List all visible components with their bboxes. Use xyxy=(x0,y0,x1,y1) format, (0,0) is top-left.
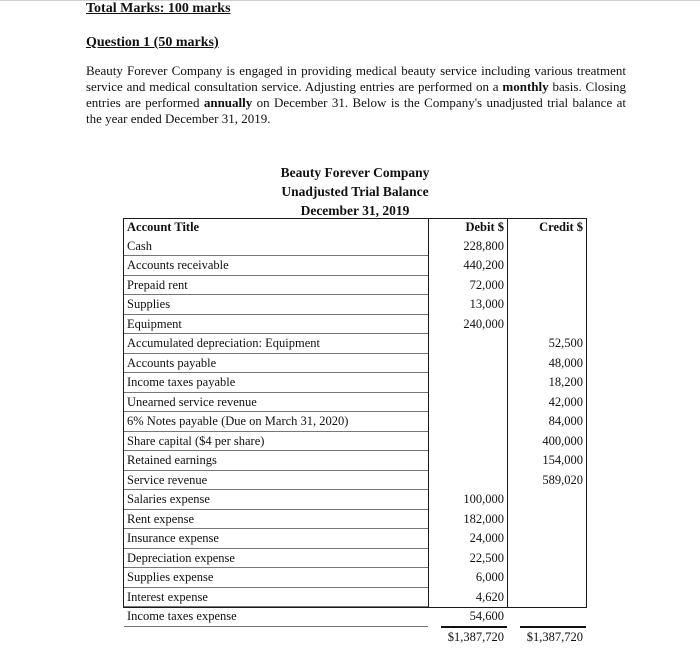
debit-cell: 72,000 xyxy=(469,277,504,292)
table-row xyxy=(124,334,586,354)
intro-text-3: on December 31. Below is the Company's unadjusted trial balance at the year ended December 31, 2019. xyxy=(86,95,626,126)
account-cell: Supplies xyxy=(124,295,428,315)
account-cell: Accounts receivable xyxy=(124,256,428,276)
debit-cell: 24,000 xyxy=(469,531,504,545)
company-name: Beauty Forever Company xyxy=(280,165,430,180)
credit-cell: 18,200 xyxy=(548,375,583,389)
credit-cell xyxy=(507,568,586,588)
debit-cell: 22,500 xyxy=(469,550,504,565)
credit-cell xyxy=(507,256,586,276)
debit-cell xyxy=(428,373,507,393)
account-cell: Cash xyxy=(124,237,428,256)
account-cell: Accumulated depreciation: Equipment xyxy=(124,334,428,354)
account-cell: Unearned service revenue xyxy=(124,392,428,412)
table-row xyxy=(124,607,586,627)
debit-cell: 4,620 xyxy=(475,589,504,604)
table-row xyxy=(124,529,586,549)
intro-paragraph xyxy=(86,63,626,127)
credit-cell: 42,000 xyxy=(548,394,583,409)
account-cell: Depreciation expense xyxy=(124,548,428,568)
column-header-account: Account Title xyxy=(127,220,200,234)
debit-cell: 240,000 xyxy=(463,316,504,331)
trial-balance-header xyxy=(250,163,460,220)
totals-label-cell xyxy=(124,626,428,647)
credit-cell xyxy=(507,237,586,256)
totals-row xyxy=(124,626,586,647)
table-row xyxy=(124,314,586,334)
table-header-row xyxy=(124,218,586,237)
account-cell: Interest expense xyxy=(124,587,428,607)
account-cell: Service revenue xyxy=(124,470,428,490)
intro-text-1: Beauty Forever Company is engaged in providing medical beauty service including various treatment service and medical consultation service. Adjusting entries are performed on a xyxy=(86,63,626,94)
debit-cell: 6,000 xyxy=(475,570,504,584)
account-cell: Income taxes expense xyxy=(124,607,428,627)
account-cell: Supplies expense xyxy=(124,568,428,588)
debit-cell xyxy=(428,412,507,432)
debit-cell: 13,000 xyxy=(469,297,504,311)
debit-cell xyxy=(428,334,507,354)
credit-cell xyxy=(507,490,586,510)
question-heading: Question 1 (50 marks) xyxy=(86,35,219,50)
account-cell: Share capital ($4 per share) xyxy=(124,431,428,451)
debit-cell xyxy=(428,451,507,471)
total-marks-heading: Total Marks: 100 marks xyxy=(86,1,231,16)
account-cell: Accounts payable xyxy=(124,353,428,373)
account-cell: Income taxes payable xyxy=(124,373,428,393)
credit-cell: 154,000 xyxy=(542,453,583,467)
table-row xyxy=(124,568,586,588)
credit-cell xyxy=(507,529,586,549)
credit-cell: 400,000 xyxy=(542,433,583,448)
table-row xyxy=(124,275,586,295)
table-row xyxy=(124,373,586,393)
table-row xyxy=(124,392,586,412)
table-row xyxy=(124,509,586,529)
table-row xyxy=(124,295,586,315)
table-row xyxy=(124,451,586,471)
trial-balance-rows xyxy=(124,237,586,647)
debit-cell: 440,200 xyxy=(463,258,504,272)
intro-emphasis-annually: annually xyxy=(203,95,253,110)
table-row xyxy=(124,256,586,276)
table-row xyxy=(124,431,586,451)
credit-cell xyxy=(507,295,586,315)
account-cell: Rent expense xyxy=(124,509,428,529)
credit-cell xyxy=(507,607,586,627)
account-cell: Salaries expense xyxy=(124,490,428,510)
total-credit: $1,387,720 xyxy=(526,630,583,644)
credit-cell xyxy=(507,509,586,529)
trial-balance-table xyxy=(124,218,586,647)
total-debit: $1,387,720 xyxy=(447,630,504,644)
credit-cell xyxy=(507,275,586,295)
account-cell: 6% Notes payable (Due on March 31, 2020) xyxy=(124,412,428,432)
debit-cell xyxy=(428,392,507,412)
credit-cell: 84,000 xyxy=(548,414,583,428)
debit-cell: 182,000 xyxy=(463,511,504,526)
account-cell: Insurance expense xyxy=(124,529,428,549)
credit-cell: 48,000 xyxy=(548,355,583,370)
credit-cell xyxy=(507,314,586,334)
debit-cell xyxy=(428,470,507,490)
intro-emphasis-monthly: monthly xyxy=(502,79,549,94)
table-row xyxy=(124,587,586,607)
intro-text-2: basis. Closing entries are performed xyxy=(86,79,626,110)
table-row xyxy=(124,490,586,510)
credit-total-double-underline xyxy=(520,626,586,628)
debit-cell: 54,600 xyxy=(469,609,504,623)
debit-cell: 100,000 xyxy=(463,492,504,506)
credit-cell xyxy=(507,548,586,568)
table-row xyxy=(124,470,586,490)
credit-cell: 52,500 xyxy=(548,336,583,350)
statement-date: December 31, 2019 xyxy=(300,203,410,218)
account-cell: Prepaid rent xyxy=(124,275,428,295)
account-cell: Equipment xyxy=(124,314,428,334)
column-header-debit: Debit $ xyxy=(465,220,504,234)
column-header-credit: Credit $ xyxy=(539,220,583,234)
statement-title: Unadjusted Trial Balance xyxy=(281,184,429,199)
debit-total-double-underline xyxy=(441,626,507,628)
credit-cell xyxy=(507,587,586,607)
table-row xyxy=(124,412,586,432)
account-cell: Retained earnings xyxy=(124,451,428,471)
debit-cell: 228,800 xyxy=(463,238,504,253)
debit-cell xyxy=(428,431,507,451)
debit-cell xyxy=(428,353,507,373)
table-row xyxy=(124,353,586,373)
table-row xyxy=(124,237,586,256)
credit-cell: 589,020 xyxy=(542,472,583,487)
table-row xyxy=(124,548,586,568)
